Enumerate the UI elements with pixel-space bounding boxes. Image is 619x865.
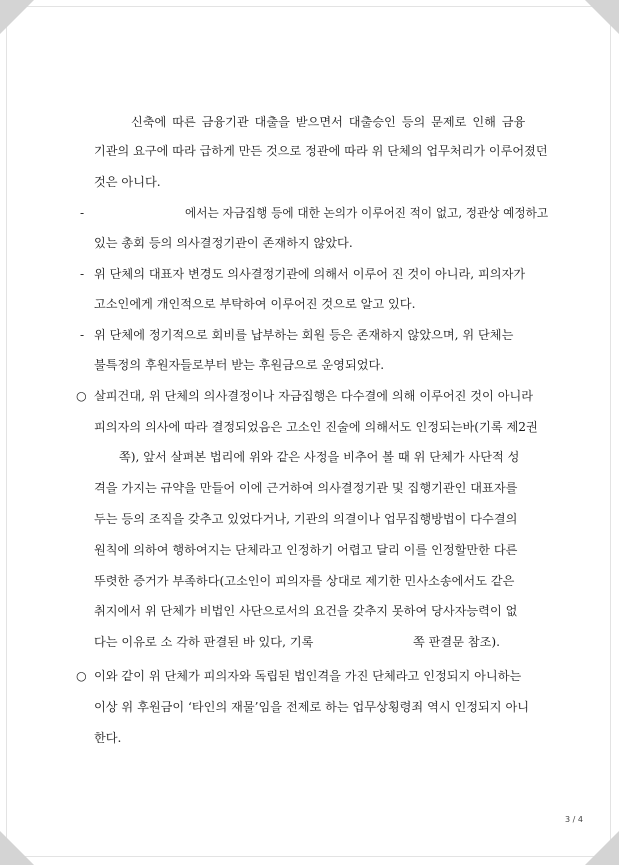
corner-fold-top-left (0, 0, 34, 34)
dash-bullet: - (80, 328, 85, 342)
text-line: 이상 위 후원금이 ‘타인의 재물’임을 전제로 하는 업무상횡령죄 역시 인정되지 아니 (94, 700, 530, 714)
dash-bullet: - (80, 267, 85, 281)
text-line: 기관의 요구에 따라 급하게 만든 것으로 정관에 따라 위 단체의 업무처리가 이루어졌던 (94, 144, 548, 158)
circle-bullet: ○ (76, 389, 87, 403)
text-line: 위 단체에 정기적으로 회비를 납부하는 회원 등은 존재하지 않았으며, 위 단체는 (94, 328, 514, 342)
text-line: 원칙에 의하여 행하여지는 단체라고 인정하기 어렵고 달리 이를 인정할만한 다른 (94, 543, 518, 557)
text-line: 것은 아니다. (94, 175, 161, 189)
corner-fold-bottom-right (585, 831, 619, 865)
text-line: 에서는 자금집행 등에 대한 논의가 이루어진 적이 없고, 정관상 예정하고 (185, 206, 549, 220)
text-line: 피의자의 의사에 따라 결정되었음은 고소인 진술에 의해서도 인정되는바(기록 제2권 (94, 420, 538, 434)
text-line: 있는 총회 등의 의사결정기관이 존재하지 않았다. (94, 236, 353, 250)
text-line: 쪽), 앞서 살펴본 법리에 위와 같은 사정을 비추어 볼 때 위 단체가 사단적 성 (119, 450, 520, 464)
text-line: 신축에 따른 금융기관 대출을 받으면서 대출승인 등의 문제로 인해 금융 (131, 115, 526, 129)
circle-bullet: ○ (76, 669, 87, 683)
text-line: 격을 가지는 규약을 만들어 이에 근거하여 의사결정기관 및 집행기관인 대표자를 (94, 481, 518, 495)
text-line: 불특정의 후원자들로부터 받는 후원금으로 운영되었다. (94, 358, 385, 372)
text-line: 취지에서 위 단체가 비법인 사단으로서의 요건을 갖추지 못하여 당사자능력이 없 (94, 604, 518, 618)
text-line: 쪽 판결문 참조). (413, 635, 501, 649)
text-line: 이와 같이 위 단체가 피의자와 독립된 법인격을 가진 단체라고 인정되지 아니하는 (94, 669, 522, 683)
text-line: 고소인에게 개인적으로 부탁하여 이루어진 것으로 알고 있다. (94, 297, 416, 311)
page-number: 3 / 4 (565, 815, 583, 824)
text-line: 한다. (94, 731, 122, 745)
text-line: 살피건대, 위 단체의 의사결정이나 자금집행은 다수결에 의해 이루어진 것이 아니라 (94, 389, 534, 403)
text-line: 뚜렷한 증거가 부족하다(고소인이 피의자를 상대로 제기한 민사소송에서도 같은 (94, 574, 515, 588)
text-line: 다는 이유로 소 각하 판결된 바 있다, 기록 (94, 635, 314, 649)
corner-fold-top-right (585, 0, 619, 34)
dash-bullet: - (80, 206, 85, 220)
text-line: 두는 등의 조직을 갖추고 있었다거나, 기관의 의결이나 업무집행방법이 다수결의 (94, 512, 518, 526)
corner-fold-bottom-left (0, 831, 34, 865)
text-line: 위 단체의 대표자 변경도 의사결정기관에 의해서 이루어 진 것이 아니라, 피의자가 (94, 267, 526, 281)
